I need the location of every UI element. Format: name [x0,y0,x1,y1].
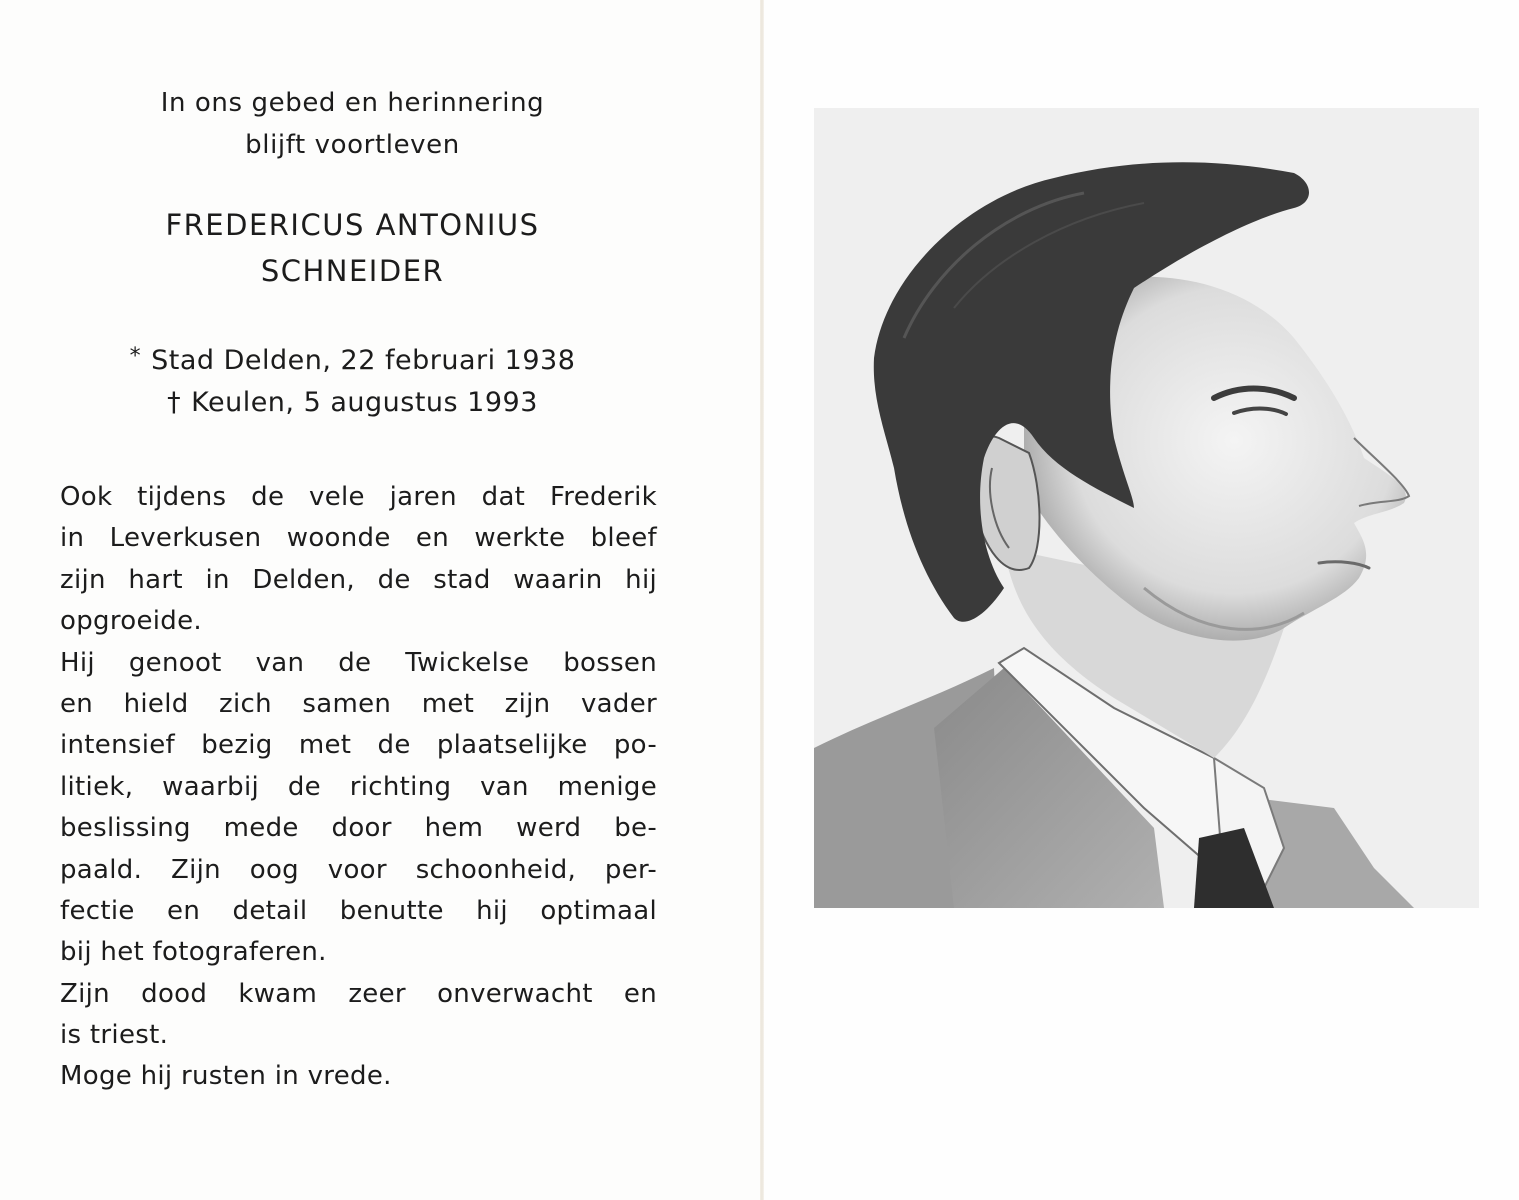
portrait-photo [814,108,1479,908]
birth-row [0,336,705,382]
memorial-text-line: fectie en detail benutte hij optimaal [60,895,657,926]
death-row [0,382,705,424]
memorial-text-line: in Leverkusen woonde en werkte bleef [60,523,657,554]
deceased-name [0,202,705,294]
portrait-image [814,108,1479,908]
life-dates [0,336,705,424]
memorial-text-line: paald. Zijn oog voor schoonheid, per- [60,854,657,885]
intro-text [0,82,705,166]
birth-text: Stad Delden, 22 februari 1938 [151,345,576,376]
memorial-text-line: is triest. [60,1020,169,1051]
memorial-text-line: Hij genoot van de Twickelse bossen [60,647,657,678]
memorial-text-line: litiek, waarbij de richting van menige [60,771,657,802]
memorial-text-line: en hield zich samen met zijn vader [60,688,657,719]
birth-symbol: * [129,344,142,369]
death-symbol: † [167,387,182,418]
intro-line-2: blijft voortleven [245,130,460,160]
memorial-text-line: zijn hart in Delden, de stad waarin hij [60,564,657,595]
name-last: SCHNEIDER [260,254,445,288]
memorial-text-line: beslissing mede door hem werd be- [60,813,657,844]
intro-line-1: In ons gebed en herinnering [160,88,545,118]
memorial-text-line: Zijn dood kwam zeer onverwacht en [60,978,657,1009]
memorial-text-line: opgroeide. [60,606,202,637]
name-first: FREDERICUS ANTONIUS [165,208,540,242]
memorial-text-line: Ook tijdens de vele jaren dat Frederik [60,482,657,512]
memorial-text-line: Moge hij rusten in vrede. [60,1061,392,1092]
memorial-text [60,477,657,1098]
death-text: Keulen, 5 augustus 1993 [191,387,538,418]
memorial-text-line: bij het fotograferen. [60,937,327,968]
memorial-text-line: intensief bezig met de plaatselijke po- [60,730,657,761]
